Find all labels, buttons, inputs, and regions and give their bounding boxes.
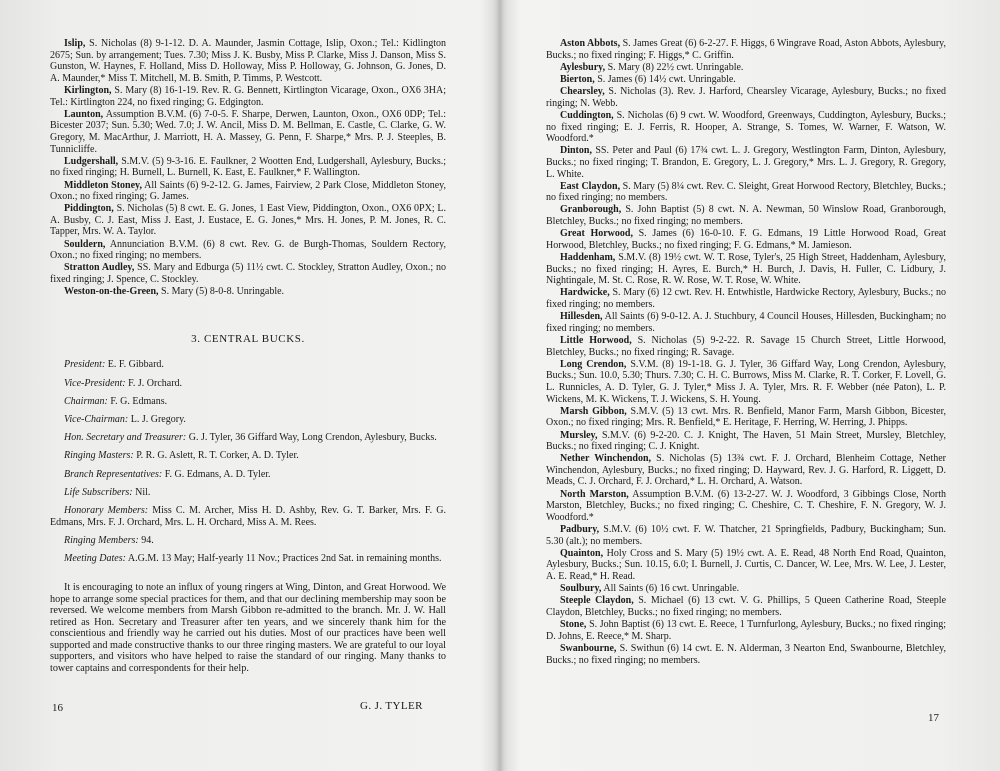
officer-role: Meeting Dates: — [64, 552, 126, 564]
tower-details: S. John Baptist (5) 8 cwt. N. A. Newman, 50 Winslow Road, Granborough, Bletchley, Bucks.; no fixed ringing; no members. — [546, 204, 946, 228]
tower-name: Quainton, — [560, 547, 604, 559]
page-number-right: 17 — [928, 712, 939, 724]
tower-entry — [50, 239, 446, 262]
tower-details: S. Nicholas (5) 9-2-22. R. Savage 15 Church Street, Little Horwood, Bletchley, Bucks.; no fixed ringing; R. Savage. — [546, 334, 946, 358]
tower-details: All Saints (6) 9-2-12. G. James, Fairview, 2 Park Close, Middleton Stoney, Oxon.; no fixed ringing; G. James. — [50, 179, 446, 203]
officer-role: Vice-President: — [64, 377, 126, 389]
tower-entry — [546, 335, 946, 358]
tower-details: S. Mary (8) 16-1-19. Rev. R. G. Bennett, Kirtlington Vicarage, Oxon., OX6 3HA; Tel.: Kirtlington 224, no fixed ringing; G. Edgington. — [50, 84, 446, 108]
tower-name: Long Crendon, — [560, 358, 627, 370]
officer-role: President: — [64, 359, 106, 371]
officer-line — [50, 414, 446, 426]
tower-entry — [546, 86, 946, 109]
tower-entry — [546, 74, 946, 86]
left-page — [50, 38, 446, 674]
officer-role: Branch Representatives: — [64, 468, 163, 480]
tower-entry — [546, 548, 946, 583]
officer-value: 94. — [141, 534, 154, 546]
tower-entry — [50, 85, 446, 108]
tower-entry — [50, 262, 446, 285]
tower-name: Stone, — [560, 619, 587, 631]
tower-entry — [546, 204, 946, 227]
tower-details: Holy Cross and S. Mary (5) 19½ cwt. A. E. Read, 48 North End Road, Quainton, Aylesbury, Bucks.; Sun. 10.15, 6.0; I. Burnell, J. Curtis, C. Dancer, W. Lee, Mrs. W. Lee, J. Lester, A. E. Read,* H. Read. — [546, 547, 947, 582]
officer-value: L. J. Gregory. — [130, 413, 186, 425]
officer-line — [50, 505, 446, 528]
tower-details: S. Nicholas (5) 8 cwt. E. G. Jones, 1 East View, Piddington, Oxon., OX6 0PX; L. A. Busby, C. J. East, Miss J. East, J. Eustace, E. G. Jones,* Mrs. H. Jones, P. M. Jones, R. C. Tapper, Mrs. W. A. Taylor. — [50, 203, 447, 238]
tower-entry — [546, 252, 946, 287]
tower-name: Granborough, — [560, 204, 622, 216]
officer-line — [50, 359, 446, 371]
officer-role: Chairman: — [64, 395, 108, 407]
tower-details: S. James Great (6) 6-2-27. F. Higgs, 6 Wingrave Road, Aston Abbots, Aylesbury, Bucks.; no fixed ringing; F. Higgs,* C. Griffin. — [546, 38, 946, 61]
officer-line — [50, 535, 446, 547]
right-tower-entries — [546, 38, 946, 666]
tower-details: S. Michael (6) 13 cwt. V. G. Phillips, 5 Queen Catherine Road, Steeple Claydon, Bletchley, Bucks.; no fixed ringing; no members. — [546, 595, 947, 618]
tower-details: S.M.V. (5) 13 cwt. Mrs. R. Benfield, Manor Farm, Marsh Gibbon, Bicester, Oxon.; no fixed ringing; Mrs. R. Benfield,* E. Heritage, F. Herring, W. Herring, J. Phipps. — [546, 405, 946, 429]
officer-value: F. J. Orchard. — [128, 377, 183, 389]
tower-name: Great Horwood, — [560, 228, 633, 240]
officer-value: P. R. G. Aslett, R. T. Corker, A. D. Tyler. — [136, 450, 299, 462]
tower-entry — [546, 311, 946, 334]
tower-name: Steeple Claydon, — [560, 595, 634, 607]
officer-value: G. J. Tyler, 36 Giffard Way, Long Crendon, Aylesbury, Bucks. — [188, 432, 437, 444]
tower-details: S. Mary (8) 22½ cwt. Unringable. — [607, 61, 744, 73]
tower-details: All Saints (6) 16 cwt. Unringable. — [603, 583, 740, 595]
officer-role: Honorary Members: — [64, 504, 149, 516]
tower-details: S.M.V. (8) 19½ cwt. W. T. Rose, Tyler's, 25 High Street, Haddenham, Aylesbury, Bucks.; no fixed ringing; H. Ayres, E. Burch,* H. Burch, J. Davis, H. Fuller, C. Lidbury, J. Nightingale, M. St. C. Rose, R. W. Rose, W. T. Rose, W. White. — [546, 252, 947, 287]
tower-name: Chearsley, — [560, 86, 605, 98]
tower-details: Annunciation B.V.M. (6) 8 cwt. Rev. G. de Burgh-Thomas, Souldern Rectory, Oxon.; no fixed ringing; no members. — [50, 238, 446, 262]
tower-entry — [546, 643, 946, 666]
tower-name: Aston Abbots, — [560, 38, 621, 49]
tower-details: S.M.V. (5) 9-3-16. E. Faulkner, 2 Wootten End, Ludgershall, Aylesbury, Bucks.; no fixed ringing; H. Burnell, L. Burnell, K. East, E. Faulkner,* F. Wallington. — [50, 155, 447, 179]
tower-entry — [50, 203, 446, 238]
officer-value: E. F. Gibbard. — [107, 359, 164, 371]
tower-details: Assumption B.V.M. (6) 7-0-5. F. Sharpe, Derwen, Launton, Oxon., OX6 0DP; Tel.: Bicester 2037; Sun. 5.30; Wed. 7.0; J. W. Ancil, Miss D. M. Bellman, E. Castle, C. Clarke, G. W. Gregory, M. MacArthur, J. Marriott, H. A. Massey, G. Penn, F. Sharpe,* Mrs. P. J. Steeples, B. Tunnicliffe. — [50, 108, 446, 155]
tower-details: S. Nicholas (5) 13¾ cwt. F. J. Orchard, Blenheim Cottage, Nether Winchendon, Aylesbury, Bucks.; no fixed ringing; D. Hayward, Rev. J. G. Harford, R. Liggett, D. Meads, C. J. Orchard, F. J. Orchard,* L. H. Orchard, A. Watson. — [546, 453, 947, 488]
officer-line — [50, 487, 446, 499]
officer-value: F. G. Edmans. — [110, 395, 168, 407]
tower-name: Little Horwood, — [560, 334, 632, 346]
officer-value: Miss C. M. Archer, Miss H. D. Ashby, Rev. G. T. Barker, Mrs. F. G. Edmans, Mrs. F. J. Orchard, Mrs. L. H. Orchard, Miss A. M. Rees. — [50, 504, 446, 528]
tower-entry — [546, 406, 946, 429]
tower-details: S. Nicholas (3). Rev. J. Harford, Chearsley Vicarage, Aylesbury, Bucks.; no fixed ringing; N. Webb. — [546, 86, 946, 109]
tower-name: Bierton, — [560, 73, 595, 85]
tower-name: Ludgershall, — [64, 155, 119, 167]
tower-entry — [546, 287, 946, 310]
officer-line — [50, 469, 446, 481]
tower-entry — [546, 619, 946, 642]
officer-line — [50, 378, 446, 390]
tower-entry — [50, 286, 446, 298]
tower-entry — [546, 228, 946, 251]
officer-role: Ringing Members: — [64, 534, 139, 546]
tower-details: S. Mary (5) 8-0-8. Unringable. — [161, 286, 285, 298]
tower-entry — [546, 145, 946, 180]
officer-role: Life Subscribers: — [64, 486, 133, 498]
tower-name: Aylesbury, — [560, 61, 606, 73]
tower-name: Cuddington, — [560, 109, 614, 121]
tower-entry — [546, 110, 946, 145]
officer-line — [50, 432, 446, 444]
tower-name: Stratton Audley, — [64, 262, 135, 274]
tower-details: S. Nicholas (6) 9 cwt. W. Woodford, Greenways, Cuddington, Aylesbury, Bucks.; no fixed ringing; E. J. Ferris, R. Hooper, A. Strange, S. Tomes, W. Warner, F. Watson, W. Woodford.* — [546, 109, 947, 145]
tower-entry — [546, 430, 946, 453]
tower-name: Haddenham, — [560, 252, 616, 264]
gutter-shadow — [492, 0, 508, 771]
tower-details: SS. Peter and Paul (6) 17¾ cwt. L. J. Gregory, Westlington Farm, Dinton, Aylesbury, Bucks.; no fixed ringing; T. Brandon, E. Gregory, L. J. Gregory,* Mrs. L. J. Gregory, R. Gregory, L. White. — [546, 145, 947, 180]
tower-name: Nether Winchendon, — [560, 453, 652, 465]
tower-entry — [50, 38, 446, 84]
officer-line — [50, 396, 446, 408]
page-number-left: 16 — [52, 702, 63, 714]
tower-details: All Saints (6) 9-0-12. A. J. Stuchbury, 4 Council Houses, Hillesden, Buckingham; no fixed ringing; no members. — [546, 311, 946, 334]
officer-value: F. G. Edmans, A. D. Tyler. — [164, 468, 271, 480]
branch-officers — [50, 359, 446, 564]
tower-details: S.M.V. (6) 10½ cwt. F. W. Thatcher, 21 Springfields, Padbury, Buckingham; Sun. 5.30 (alt.); no members. — [546, 524, 947, 547]
branch-report: It is encouraging to note an influx of young ringers at Wing, Dinton, and Great Horwood. We hope to arrange some special practices for them, and that our declining membership may soon be reversed. We welcome members from Marsh Gibbon re-admitted to the branch. Mr. J. W. Hall retired as Hon. Secretary and Treasurer after ten years, and we sincerely thank him for the conscientious and friendly way he carried out his duties. Most of our practices have been well supported and made constructive thanks to our three ringing masters. We are grateful to our loyal supporters, and visitors who have helped to raise the standard of our ringing. Many thanks to tower captains and correspondents for their help. — [50, 582, 446, 674]
tower-details: S. Mary (5) 8¼ cwt. Rev. C. Sleight, Great Horwood Rectory, Bletchley, Bucks.; no fixed ringing; no members. — [546, 180, 947, 204]
tower-name: Dinton, — [560, 145, 592, 157]
officer-role: Hon. Secretary and Treasurer: — [64, 432, 187, 444]
tower-name: Swanbourne, — [560, 642, 617, 654]
tower-details: S. Swithun (6) 14 cwt. E. N. Alderman, 3 Nearton End, Swanbourne, Bletchley, Bucks.; no fixed ringing; no members. — [546, 642, 947, 666]
tower-name: Soulbury, — [560, 583, 602, 595]
tower-name: Hillesden, — [560, 311, 603, 323]
officer-role: Vice-Chairman: — [64, 413, 129, 425]
tower-name: Hardwicke, — [560, 287, 610, 299]
tower-details: SS. Mary and Edburga (5) 11½ cwt. C. Stockley, Stratton Audley, Oxon.; no fixed ringing; J. Spence, C. Stockley. — [50, 262, 446, 286]
officer-line — [50, 450, 446, 462]
tower-entry — [546, 489, 946, 524]
tower-name: Padbury, — [560, 524, 600, 536]
tower-name: Weston-on-the-Green, — [64, 286, 159, 298]
tower-name: Middleton Stoney, — [64, 179, 142, 191]
tower-entry — [546, 524, 946, 547]
tower-entry — [546, 453, 946, 488]
tower-details: S. James (6) 16-0-10. F. G. Edmans, 19 Little Horwood Road, Great Horwood, Bletchley, Bucks.; no fixed ringing; F. G. Edmans,* M. Jamieson. — [546, 228, 946, 251]
tower-name: Kirlington, — [64, 84, 112, 96]
tower-entry — [50, 109, 446, 155]
tower-entry — [546, 181, 946, 204]
report-signature: G. J. TYLER — [360, 700, 423, 712]
tower-details: Assumption B.V.M. (6) 13-2-27. W. J. Woodford, 3 Gibbings Close, North Marston, Bletchley, Bucks.; no fixed ringing; C. Cheshire, C. T. Cheshire, F. N. Gregory, W. J. Woodford.* — [546, 488, 947, 523]
officer-line — [50, 553, 446, 565]
left-tower-entries — [50, 38, 446, 298]
tower-details: S. Mary (6) 12 cwt. Rev. H. Entwhistle, Hardwicke Rectory, Aylesbury, Bucks.; no fixed ringing; no members. — [546, 287, 947, 310]
tower-entry — [50, 156, 446, 179]
tower-name: Souldern, — [64, 238, 106, 250]
tower-details: S.M.V. (6) 9-2-20. C. J. Knight, The Haven, 51 Main Street, Mursley, Bletchley, Bucks.; no fixed ringing; C. J. Knight. — [546, 429, 947, 453]
tower-details: S. James (6) 14½ cwt. Unringable. — [597, 73, 736, 85]
right-page — [546, 38, 946, 667]
tower-details: S.V.M. (8) 19-1-18. G. J. Tyler, 36 Giffard Way, Long Crendon, Aylesbury, Bucks.; Sun. 10.0, 5.30; Thurs. 7.30; C. H. C. Burrows, Miss M. Clarke, R. T. Corker, F. Lovell, G. L. Runnicles, A. D. Tyler, G. J. Tyler,* Miss J. A. Tyler, Mrs. R. F. Webber (née Paton), L. P. Wickens, M. K. Wickens, T. J. Wickens, S. H. Young. — [546, 358, 946, 405]
tower-name: Marsh Gibbon, — [560, 405, 627, 417]
officer-role: Ringing Masters: — [64, 450, 134, 462]
tower-name: Piddington, — [64, 203, 114, 215]
section-title: 3. CENTRAL BUCKS. — [191, 332, 305, 345]
tower-entry — [546, 359, 946, 405]
tower-details: S. John Baptist (6) 13 cwt. E. Reece, 1 Turnfurlong, Aylesbury, Bucks.; no fixed ringing; D. Johns, E. Reece,* M. Sharp. — [546, 619, 947, 642]
tower-entry — [546, 583, 946, 595]
tower-entry — [50, 180, 446, 203]
tower-name: Islip, — [64, 38, 86, 49]
tower-name: North Marston, — [560, 488, 629, 500]
tower-entry — [546, 595, 946, 618]
tower-entry — [546, 38, 946, 61]
tower-name: Launton, — [64, 108, 104, 120]
tower-name: East Claydon, — [560, 180, 621, 192]
officer-value: A.G.M. 13 May; Half-yearly 11 Nov.; Practices 2nd Sat. in remaining months. — [127, 552, 442, 564]
tower-entry — [546, 62, 946, 74]
tower-name: Mursley, — [560, 429, 598, 441]
officer-value: Nil. — [135, 486, 151, 498]
tower-details: S. Nicholas (8) 9-1-12. D. A. Maunder, Jasmin Cottage, Islip, Oxon.; Tel.: Kidlington 2675; Sun. by arrangement; Tues. 7.30; Miss J. K. Busby, Miss P. Clarke, Miss J. Danson, Miss S. Gunston, W. Haynes, F. Holland, Miss D. Holloway, Miss P. Holloway, G. Johnson, G. Jones, D. A. Maunder,* Miss T. Mitchell, M. B. Smith, P. Timms, P. Westcott. — [50, 38, 446, 84]
